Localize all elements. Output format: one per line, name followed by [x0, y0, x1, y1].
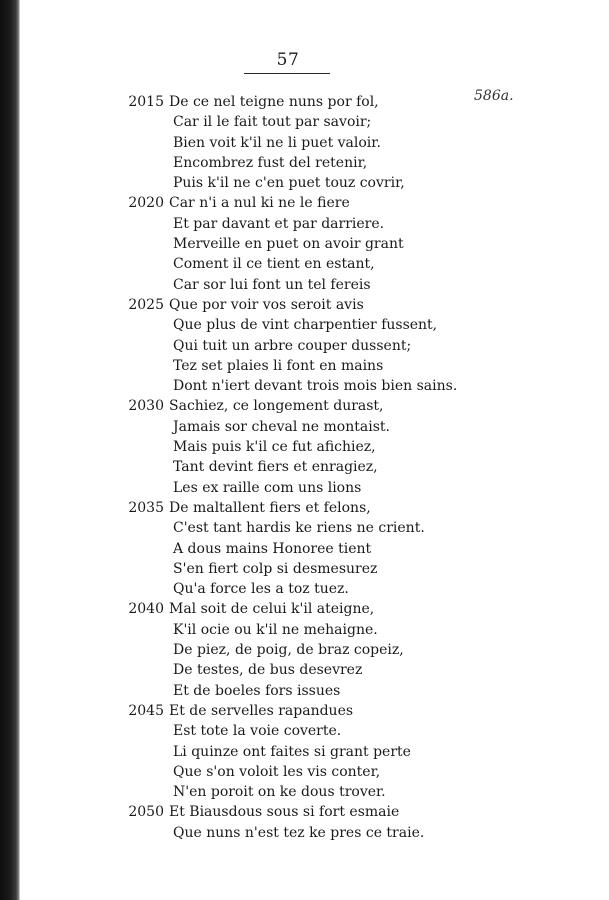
verse-line-text: Qu'a force les a toz tuez. — [173, 581, 349, 598]
verse-line-text: Car n'i a nul ki ne le fiere — [169, 195, 350, 212]
verse-line — [0, 742, 609, 762]
margin-reference: 586a. — [474, 88, 514, 104]
verse-line-text: Merveille en puet on avoir grant — [173, 236, 404, 253]
verse-line-number: 2050 — [128, 804, 164, 821]
verse-line — [0, 599, 609, 619]
verse-line — [0, 823, 609, 843]
verse-line-number: 2025 — [128, 296, 164, 313]
verse-line — [0, 173, 609, 193]
verse-line-text: N'en poroit on ke dous trover. — [173, 784, 386, 801]
verse-line — [0, 234, 609, 254]
verse-line-text: De ce nel teigne nuns por fol, — [169, 94, 379, 110]
verse-line — [0, 92, 609, 112]
verse-line — [0, 762, 609, 782]
verse-line-text: Jamais sor cheval ne montaist. — [173, 418, 390, 435]
verse-line — [0, 193, 609, 213]
verse-line-text: Que plus de vint charpentier fussent, — [173, 317, 438, 334]
verse-line — [0, 376, 609, 396]
verse-line-text: Et Biausdous sous si fort esmaie — [169, 804, 400, 821]
verse-line — [0, 782, 609, 802]
verse-line-text: De testes, de bus desevrez — [173, 662, 363, 679]
verse-line-text: Dont n'iert devant trois mois bien sains. — [173, 378, 458, 395]
verse-line-text: Sachiez, ce longement durast, — [169, 398, 384, 415]
verse-line-number: 2030 — [128, 398, 164, 415]
verse-line — [0, 539, 609, 559]
verse-line-text: Que por voir vos seroit avis — [169, 296, 364, 313]
verse-line — [0, 275, 609, 295]
verse-line-number: 2035 — [128, 499, 164, 516]
verse-line-text: Mal soit de celui k'il ateigne, — [169, 601, 375, 618]
verse-line-text: Que s'on voloit les vis conter, — [173, 763, 381, 780]
verse-line — [0, 153, 609, 173]
verse-line-number: 2045 — [128, 702, 164, 719]
verse-line — [0, 254, 609, 274]
verse-line-text: Car il le fait tout par savoir; — [173, 114, 372, 131]
verse-line — [0, 315, 609, 335]
verse-line-text: Tant devint fiers et enragiez, — [173, 459, 378, 476]
page-number-rule — [244, 73, 330, 74]
verse-line — [0, 681, 609, 701]
verse-line — [0, 640, 609, 660]
verse-line-text: Encombrez fust del retenir, — [173, 154, 368, 171]
verse-line — [0, 396, 609, 416]
verse-line-text: C'est tant hardis ke riens ne crient. — [173, 520, 425, 537]
verse-line — [0, 336, 609, 356]
verse-line — [0, 620, 609, 640]
verse-line-text: A dous mains Honoree tient — [173, 540, 372, 557]
verse-line — [0, 518, 609, 538]
verse-line-text: Et par davant et par darriere. — [173, 215, 385, 232]
verse-line-text: Est tote la voie coverte. — [173, 723, 342, 740]
verse-line — [0, 417, 609, 437]
verse-line — [0, 559, 609, 579]
verse-line — [0, 133, 609, 153]
verse-line-number: 2040 — [128, 601, 164, 618]
verse-line — [0, 356, 609, 376]
verse-line-text: De maltallent fiers et felons, — [169, 499, 371, 516]
verse-line-number: 2020 — [128, 195, 164, 212]
verse-line-text: Et de servelles rapandues — [169, 702, 354, 719]
verse-line-text: Les ex raille com uns lions — [173, 479, 362, 496]
verse-line-text: Et de boeles fors issues — [173, 682, 341, 699]
verse-line-text: De piez, de poig, de braz copeiz, — [173, 642, 404, 659]
verse-line — [0, 112, 609, 132]
verse-block — [0, 92, 609, 843]
verse-line-text: Mais puis k'il ce fut afichiez, — [173, 439, 376, 456]
verse-line-text: Coment il ce tient en estant, — [173, 256, 375, 273]
verse-line — [0, 457, 609, 477]
verse-line-text: Tez set plaies li font en mains — [173, 357, 384, 374]
verse-line — [0, 295, 609, 315]
verse-line-text: Bien voit k'il ne li puet valoir. — [173, 134, 381, 151]
verse-line — [0, 214, 609, 234]
verse-line-text: Car sor lui font un tel fereis — [173, 276, 371, 293]
verse-line-number: 2015 — [128, 94, 164, 110]
verse-line — [0, 579, 609, 599]
verse-line-text: Qui tuit un arbre couper dussent; — [173, 337, 412, 354]
verse-line-text: Li quinze ont faites si grant perte — [173, 743, 411, 760]
page-number: 57 — [276, 50, 300, 70]
verse-line — [0, 437, 609, 457]
verse-line-text: Puis k'il ne c'en puet touz covrir, — [173, 175, 405, 192]
verse-line — [0, 498, 609, 518]
verse-line-text: S'en fiert colp si desmesurez — [173, 560, 378, 577]
verse-line — [0, 701, 609, 721]
verse-line — [0, 478, 609, 498]
verse-line — [0, 721, 609, 741]
verse-line-text: Que nuns n'est tez ke pres ce traie. — [173, 824, 425, 841]
verse-line — [0, 802, 609, 822]
verse-line-text: K'il ocie ou k'il ne mehaigne. — [173, 621, 378, 638]
verse-line — [0, 660, 609, 680]
